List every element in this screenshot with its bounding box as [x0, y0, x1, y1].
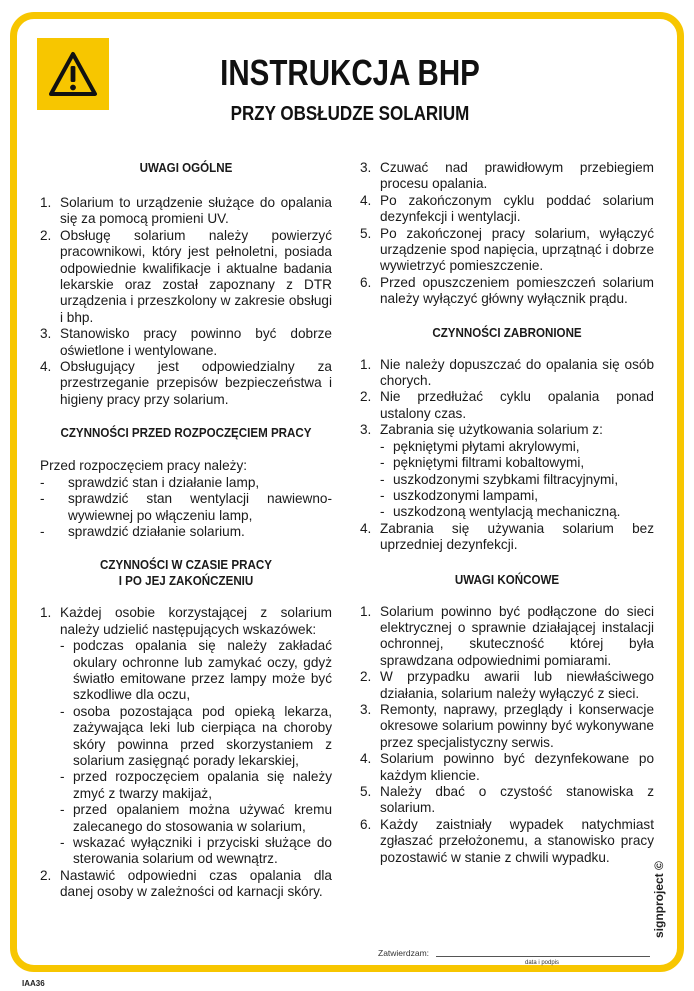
list-item: - uszkodzoną wentylacją mechaniczną. — [380, 504, 621, 520]
section-heading-general: UWAGI OGÓLNE — [139, 161, 233, 175]
section-heading-final: UWAGI KOŃCOWE — [454, 572, 560, 587]
list-item: 3. Stanowisko pracy powinno być dobrze oświetlone i wentylowane. — [40, 326, 332, 358]
list-item: - przed opalaniem można używać kremu zalecanego do stosowania w solarium, — [60, 802, 332, 834]
list-item: 5. Po zakończonej pracy solarium, wyłączyć urządzenie spod napięcia, uprzątnąć i dobrze wywietrzyć pomieszczenie. — [360, 225, 654, 274]
list-item: 2. Nastawić odpowiedni czas opalania dla danej osoby w zależności od karnacji skóry. — [40, 867, 332, 900]
list-item: - osoba pozostająca pod opieką lekarza, zażywająca leki lub cierpiąca na choroby skóry powinna przed skorzystaniem z solarium zasięgnąć porady lekarskiej, — [60, 703, 332, 768]
list-item: - sprawdzić działanie solarium. — [40, 523, 245, 539]
page-title: INSTRUKCJA BHP — [220, 52, 480, 93]
list-item: 2. Obsługę solarium należy powierzyć pracownikowi, który jest pełnoletni, posiada odpowiednie kwalifikacje i aktualne badania lekarskie oraz został zapoznany z DTR urządzenia i przeszkolony w zakresie obsługi i bhp. — [40, 227, 332, 325]
instructions-sublist — [60, 638, 332, 868]
warning-triangle-icon — [48, 51, 98, 97]
during-work-list-continued — [360, 160, 654, 308]
list-item: 6. Każdy zaistniały wypadek natychmiast zgłaszać przełożonemu, a stanowisko pracy pozostawić w stanie z chwili wypadku. — [360, 816, 654, 865]
list-item: - uszkodzonymi szybkami filtracyjnymi, — [380, 471, 619, 487]
list-item: - sprawdzić stan i działanie lamp, — [40, 474, 260, 490]
list-item: - podczas opalania się należy zakładać okulary ochronne lub zamykać oczy, gdyż światło emitowane przez lampy może być szkodliwe dla oczu, — [60, 638, 332, 703]
during-work-list — [40, 605, 332, 900]
list-item: 3. Zabrania się użytkowania solarium z: - pękniętymi płytami akrylowymi, - pękniętymi filtrami kobaltowymi, - uszkodzonymi szybkami filtracyjnymi, - uszkodzonymi lampami, - uszkodzoną wentylacją mechaniczną. — [360, 422, 654, 520]
final-list — [360, 604, 654, 867]
page-subtitle: PRZY OBSŁUDZE SOLARIUM — [230, 103, 470, 125]
list-item: 4. Solarium powinno być dezynfekowane po każdym kliencie. — [360, 751, 654, 783]
list-item: 3. Czuwać nad prawidłowym przebiegiem procesu opalania. — [360, 160, 654, 192]
list-item: - pękniętymi płytami akrylowymi, — [380, 438, 580, 454]
list-item: 2. Nie przedłużać cyklu opalania ponad ustalony czas. — [360, 389, 654, 421]
section-heading-during-work-line2: I PO JEJ ZAKOŃCZENIU — [118, 574, 254, 589]
list-item: 4. Obsługujący jest odpowiedzialny za przestrzeganie przepisów bezpieczeństwa i higieny pracy przy solarium. — [40, 359, 332, 407]
list-item: 2. W przypadku awarii lub niewłaściwego działania, solarium należy wyłączyć z sieci. — [360, 669, 654, 701]
before-work-intro: Przed rozpoczęciem pracy należy: — [40, 458, 248, 474]
section-heading-during-work: CZYNNOŚCI W CZASIE PRACY — [100, 558, 272, 573]
list-item: 4. Zabrania się używania solarium bez uprzedniej dezynfekcji. — [360, 520, 654, 553]
list-item: 1. Solarium powinno być podłączone do sieci elektrycznej o sprawnie działającej instalacji ochronnej, skuteczność której była sprawdzana odpowiednimi pomiarami. — [360, 603, 654, 668]
forbidden-sublist — [380, 439, 654, 521]
list-item: 3. Remonty, naprawy, przeglądy i konserwacje okresowe solarium powinny być wykonywane przez specjalistyczny serwis. — [360, 701, 654, 750]
signature-line — [436, 956, 650, 957]
list-item: - uszkodzonymi lampami, — [380, 487, 539, 503]
list-item: 4. Po zakończonym cyklu poddać solarium dezynfekcji i wentylacji. — [360, 192, 654, 225]
list-item: - pękniętymi filtrami kobaltowymi, — [380, 455, 585, 471]
list-item: 1. Nie należy dopuszczać do opalania się osób chorych. — [360, 356, 654, 389]
product-code: IAA36 — [22, 979, 45, 988]
approve-sublabel: data i podpis — [525, 960, 560, 966]
list-item: 5. Należy dbać o czystość stanowiska z solarium. — [360, 784, 654, 816]
forbidden-list — [360, 357, 654, 554]
list-item: 1. Każdej osobie korzystającej z solarium należy udzielić następujących wskazówek: - podczas opalania się należy zakładać okulary ochronne lub zamykać oczy, gdyż światło emitowane przez lampy może być szkodliwe dla oczu, - osoba pozostająca pod opieką lekarza, zażywająca leki lub cierpiąca na choroby skóry powinna przed skorzystaniem z solarium zasięgnąć porady lekarskiej, - przed rozpoczęciem opalania się należy zmyć z twarzy makijaż, - przed opalaniem można używać kremu zalecanego do stosowania w solarium, - wskazać wyłączniki i przyciski służące do sterowania solarium od wewnątrz. — [40, 605, 332, 867]
list-item: - sprawdzić stan wentylacji nawiewno-wywiewnej po włączeniu lamp, — [40, 491, 332, 523]
general-list — [40, 195, 332, 408]
left-column — [40, 160, 332, 901]
section-heading-before-work: CZYNNOŚCI PRZED ROZPOCZĘCIEM PRACY — [60, 426, 312, 441]
list-item: - wskazać wyłączniki i przyciski służące do sterowania solarium od wewnątrz. — [60, 835, 332, 867]
before-work-list — [40, 475, 332, 541]
brand-label: signproject © — [652, 861, 666, 938]
approve-label: Zatwierdzam: — [378, 948, 430, 958]
list-item: 6. Przed opuszczeniem pomieszczeń solarium należy wyłączyć główny wyłącznik prądu. — [360, 274, 654, 307]
warning-badge — [37, 38, 109, 110]
right-column — [360, 160, 654, 866]
section-heading-forbidden: CZYNNOŚCI ZABRONIONE — [432, 325, 582, 340]
list-item: - przed rozpoczęciem opalania się należy zmyć z twarzy makijaż, — [60, 769, 332, 801]
list-item: 1. Solarium to urządzenie służące do opalania się za pomocą promieni UV. — [40, 195, 332, 227]
